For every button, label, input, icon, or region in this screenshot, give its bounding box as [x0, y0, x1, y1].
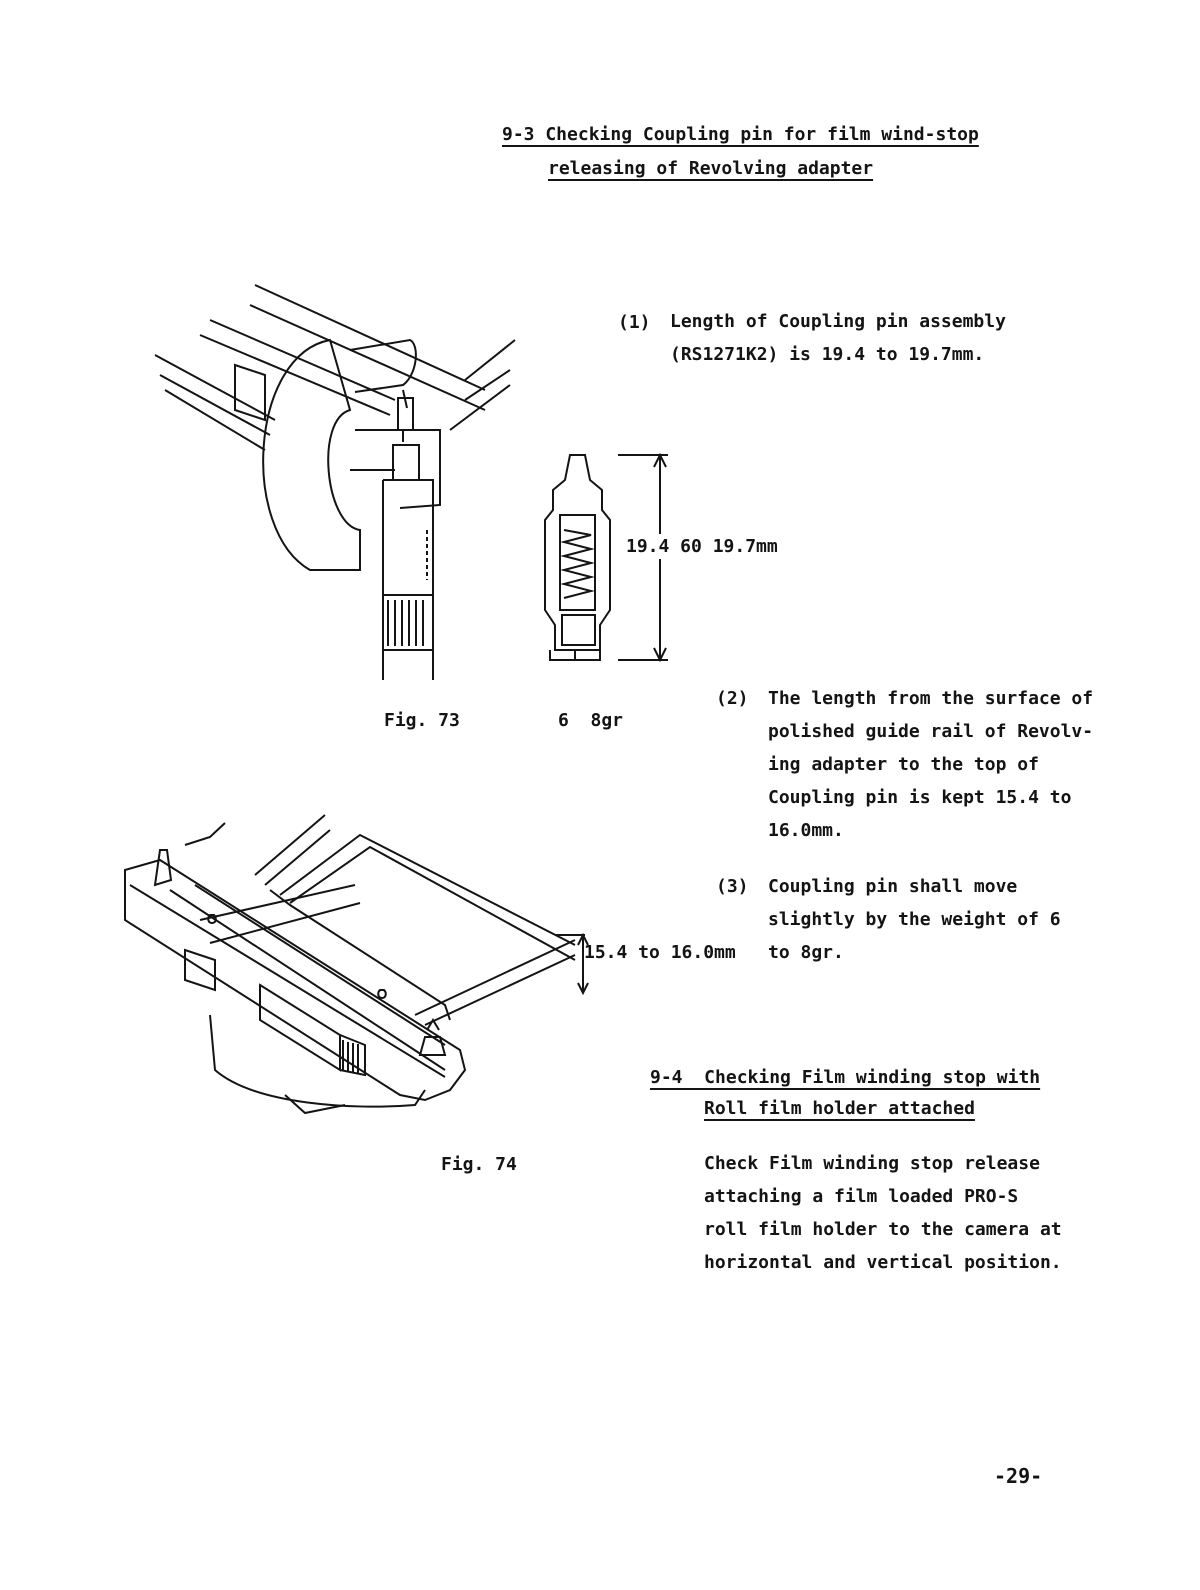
- item-1-line: Length of Coupling pin assembly: [670, 311, 1006, 332]
- item-3-line: slightly by the weight of 6: [768, 909, 1061, 930]
- section-9-4-body: [704, 1147, 1062, 1279]
- section-9-4-line: horizontal and vertical position.: [704, 1252, 1062, 1273]
- item-3-line: Coupling pin shall move: [768, 876, 1018, 897]
- figure-73-micrometer-drawing: [155, 280, 525, 690]
- section-9-4-line: Check Film winding stop release: [704, 1153, 1040, 1174]
- item-3-line: to 8gr.: [768, 942, 844, 963]
- section-9-4-line: attaching a film loaded PRO-S: [704, 1186, 1019, 1207]
- item-2-text: [768, 682, 1093, 847]
- section-9-3-title-line1: 9-3 Checking Coupling pin for film wind-stop: [502, 124, 979, 145]
- height-dimension-label: 15.4 to 16.0mm: [584, 942, 736, 963]
- item-2-line: ing adapter to the top of: [768, 754, 1039, 775]
- item-2-line: 16.0mm.: [768, 820, 844, 841]
- item-1-text: [670, 305, 1006, 371]
- item-1-line: (RS1271K2) is 19.4 to 19.7mm.: [670, 344, 985, 365]
- section-9-4-line: roll film holder to the camera at: [704, 1219, 1062, 1240]
- section-9-3-title-line2: releasing of Revolving adapter: [548, 158, 874, 179]
- figure-74-caption: Fig. 74: [441, 1154, 517, 1175]
- section-9-4-title-line2: Roll film holder attached: [704, 1098, 975, 1119]
- weight-label: 6 8gr: [558, 710, 624, 731]
- item-3-text: [768, 870, 1061, 969]
- item-1-number: (1): [618, 312, 651, 333]
- item-3-number: (3): [716, 876, 749, 897]
- item-2-line: Coupling pin is kept 15.4 to: [768, 787, 1072, 808]
- figure-74-adapter-drawing: [115, 815, 585, 1120]
- page-number: -29-: [994, 1464, 1043, 1488]
- item-2-line: polished guide rail of Revolv-: [768, 721, 1094, 742]
- item-2-number: (2): [716, 688, 749, 709]
- item-2-line: The length from the surface of: [768, 688, 1094, 709]
- section-9-4-title-line1: 9-4 Checking Film winding stop with: [650, 1067, 1041, 1088]
- figure-73-caption: Fig. 73: [384, 710, 460, 731]
- pin-dimension-label: 19.4 60 19.7mm: [622, 534, 782, 559]
